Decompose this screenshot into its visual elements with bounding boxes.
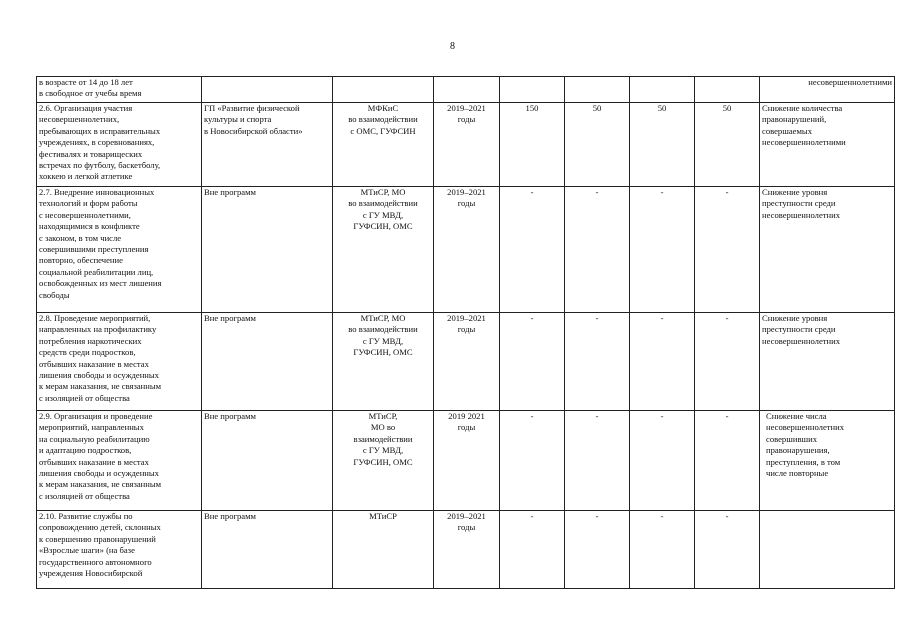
executors-cell: МТиСР, МО во взаимодействии с ГУ МВД, ГУФСИН, ОМС (333, 313, 434, 411)
program-cell: Вне программ (202, 411, 333, 511)
result-cell: несовершеннолетними (760, 77, 895, 103)
period-cell: 2019–2021 годы (434, 313, 500, 411)
measures-table (36, 76, 895, 589)
value-cell-2021 (695, 77, 760, 103)
executors-cell (333, 77, 434, 103)
table-row (37, 313, 895, 411)
measure-cell: 2.9. Организация и проведение мероприятий, направленных на социальную реабилитацию и адаптацию подростков, отбывших наказание в местах лишения свободы и осужденных к мерам наказания, не связанным с изоляцией от общества (37, 411, 202, 511)
value-cell-2020: 50 (630, 103, 695, 187)
executors-cell: МФКиС во взаимодействии с ОМС, ГУФСИН (333, 103, 434, 187)
value-cell-total: - (500, 511, 565, 589)
value-cell-2019: - (565, 511, 630, 589)
program-cell: Вне программ (202, 511, 333, 589)
value-cell-2021: - (695, 411, 760, 511)
measure-cell: 2.8. Проведение мероприятий, направленных на профилактику потребления наркотических средств среди подростков, отбывших наказание в местах лишения свободы и осужденных к мерам наказания, не связанным с изоляцией от общества (37, 313, 202, 411)
period-cell: 2019–2021 годы (434, 511, 500, 589)
result-cell: Снижение уровня преступности среди несовершеннолетних (760, 187, 895, 313)
value-cell-total (500, 77, 565, 103)
page-number: 8 (450, 41, 455, 52)
table-row (37, 103, 895, 187)
table-row (37, 187, 895, 313)
value-cell-2019: - (565, 411, 630, 511)
value-cell-2021: - (695, 187, 760, 313)
value-cell-2020: - (630, 411, 695, 511)
value-cell-2019: - (565, 313, 630, 411)
table-row (37, 511, 895, 589)
value-cell-2020: - (630, 313, 695, 411)
executors-cell: МТиСР, МО во взаимодействии с ГУ МВД, ГУФСИН, ОМС (333, 187, 434, 313)
value-cell-2021: - (695, 313, 760, 411)
measure-cell: в возрасте от 14 до 18 лет в свободное от учебы время (37, 77, 202, 103)
executors-cell: МТиСР, МО во взаимодействии с ГУ МВД, ГУФСИН, ОМС (333, 411, 434, 511)
value-cell-2020 (630, 77, 695, 103)
result-cell: Снижение количества правонарушений, совершаемых несовершеннолетними (760, 103, 895, 187)
value-cell-total: 150 (500, 103, 565, 187)
period-cell: 2019 2021 годы (434, 411, 500, 511)
table-row (37, 411, 895, 511)
program-cell: Вне программ (202, 187, 333, 313)
value-cell-total: - (500, 187, 565, 313)
value-cell-2021: 50 (695, 103, 760, 187)
value-cell-2020: - (630, 511, 695, 589)
value-cell-total: - (500, 313, 565, 411)
period-cell: 2019–2021 годы (434, 103, 500, 187)
result-cell: Снижение числа несовершеннолетних совершивших правонарушения, преступления, в том числе повторные (760, 411, 895, 511)
period-cell: 2019–2021 годы (434, 187, 500, 313)
value-cell-2019 (565, 77, 630, 103)
value-cell-2019: - (565, 187, 630, 313)
period-cell (434, 77, 500, 103)
measure-cell: 2.7. Внедрение инновационных технологий и форм работы с несовершеннолетними, находящимися в конфликте с законом, в том числе совершившими преступления повторно, обеспечение социальной реабилитации лиц, освобожденных из мест лишения свободы (37, 187, 202, 313)
program-cell: Вне программ (202, 313, 333, 411)
value-cell-2019: 50 (565, 103, 630, 187)
value-cell-2020: - (630, 187, 695, 313)
result-cell (760, 511, 895, 589)
executors-cell: МТиСР (333, 511, 434, 589)
measure-cell: 2.10. Развитие службы по сопровождению детей, склонных к совершению правонарушений «Взрослые шаги» (на базе государственного автономного учреждения Новосибирской (37, 511, 202, 589)
value-cell-total: - (500, 411, 565, 511)
table-row (37, 77, 895, 103)
result-cell: Снижение уровня преступности среди несовершеннолетних (760, 313, 895, 411)
program-cell (202, 77, 333, 103)
measure-cell: 2.6. Организация участия несовершеннолетних, пребывающих в исправительных учреждениях, в соревнованиях, фестивалях и товарищеских встречах по футболу, баскетболу, хоккею и легкой атлетике (37, 103, 202, 187)
value-cell-2021: - (695, 511, 760, 589)
program-cell: ГП «Развитие физической культуры и спорта в Новосибирской области» (202, 103, 333, 187)
